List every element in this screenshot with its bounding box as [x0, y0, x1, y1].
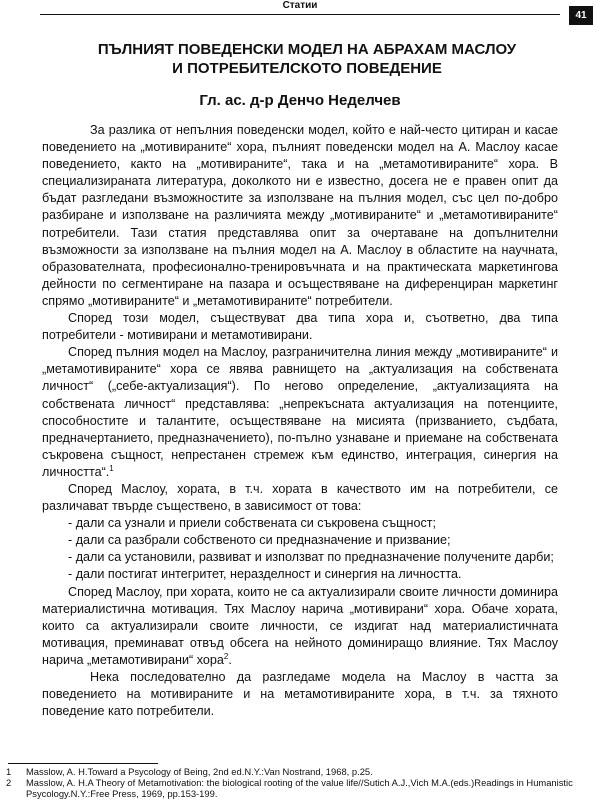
article-body [42, 122, 558, 720]
page-number: 41 [569, 6, 593, 25]
paragraph-two-types: Според този модел, съществуват два типа хора и, съответно, два типа потребители - мотивирани и метамотивирани. [42, 311, 558, 343]
paragraph-next: Нека последователно да разгледаме модела на Маслоу в частта за поведението на мотивираните и на метамотивираните хора, в т.ч. за тяхното поведение като потребители. [42, 670, 558, 719]
paragraph-motivation-end: . [228, 652, 232, 667]
running-header [40, 0, 560, 15]
footnote-ref-2[interactable]: 2 [223, 651, 229, 661]
list-item: - дали постигат интегритет, неразделност и синергия на личността. [68, 567, 462, 582]
list-item: - дали са установили, развиват и използват по предназначение получените дарби; [68, 550, 554, 565]
article-title [52, 40, 562, 78]
footnote-divider [8, 763, 158, 764]
paragraph-differences: Според Маслоу, хората, в т.ч. хората в качеството им на потребители, се различават твърде съществено, в зависимост от това: [42, 481, 558, 514]
section-title: Статии [282, 0, 318, 11]
footnotes [6, 766, 598, 799]
author-name: Гл. ас. д-р Денчо Неделчев [199, 92, 401, 109]
footnote-text: Masslow, A. H.A Theory of Metamotivation: the biological rooting of the value life//Sutich A.J.,Vich M.A.(eds.)Readings in Humanistic Psycology.N.Y.:Free Press, 1969, pp.153-199. [26, 777, 573, 799]
title-line-1: ПЪЛНИЯТ ПОВЕДЕНСКИ МОДЕЛ НА АБРАХАМ МАСЛОУ [97, 41, 517, 58]
footnote [6, 777, 598, 799]
title-line-2: И ПОТРЕБИТЕЛСКОТО ПОВЕДЕНИЕ [172, 60, 442, 77]
paragraph-self-actualization-text: Според пълния модел на Маслоу, разграничителна линия между „мотивираните“ и „метамотивираните“ хора се явява равнището на „актуализация на собствената личност“ („себе-актуализация“). По негово определение, „актуализацията на собствената личност“ представлява: „непрекъсната актуализация на потенциите, способностите и талантите, осъществяване на мисията (призванието, съдбата, предначертанието, предназначението), по-пълно узнаване и приемане на собствената съкровена същност, непрестанен стремеж към единство, интеграция, синергия на личността“. [42, 345, 558, 479]
footnote-text: Masslow, A. H.Toward a Psycology of Being, 2nd ed.N.Y.:Van Nostrand, 1968, p.25. [26, 766, 373, 777]
paragraph-motivation [42, 584, 558, 669]
footnote [6, 766, 598, 777]
paragraph-self-actualization [42, 344, 558, 481]
paragraph-motivation-text: Според Маслоу, при хората, които не са актуализирали своите личности доминира материалистична мотивация. Тях Маслоу нарича „мотивирани“ хора. Обаче хората, които са актуализирали своите личности, се издигат над материалистичната мотивация, преминават отвъд обсега на нейното доминиращо влияние. Тях Маслоу нарича „метамотивирани“ хора [42, 584, 558, 667]
footnote-number: 2 [6, 777, 12, 788]
list-item: - дали са разбрали собственото си предназначение и призвание; [68, 533, 451, 548]
footnote-number: 1 [6, 766, 12, 777]
paragraph-intro: За разлика от непълния поведенски модел, който е най-често цитиран и касае поведението на „мотивираните“ хора, пълният поведенски модел на А. Маслоу касае поведението, както на „мотивираните“, така и на „метамотивираните“ хора. В специализираната литература, доколкото ни е известно, досега не е правен опит да бъдат разгледани възможностите за използване на пълния модел, със цел по-добро разбиране и използване на различията между „мотивираните“ и „метамотивираните“ потребители. Тази статия представлява опит за очертаване на допълнителни възможности за използване на пълния модел на А. Маслоу в областите на научната, образователната, професионално-тренировъчната и на практическата маркетингова дейности по сегментиране на пазара и осъществяване на диференциран маркетинг спрямо „мотивираните“ и „метамотивираните“ потребители. [42, 123, 558, 308]
footnote-ref-1[interactable]: 1 [109, 463, 114, 473]
list-item: - дали са узнали и приели собствената си съкровена същност; [68, 516, 437, 531]
